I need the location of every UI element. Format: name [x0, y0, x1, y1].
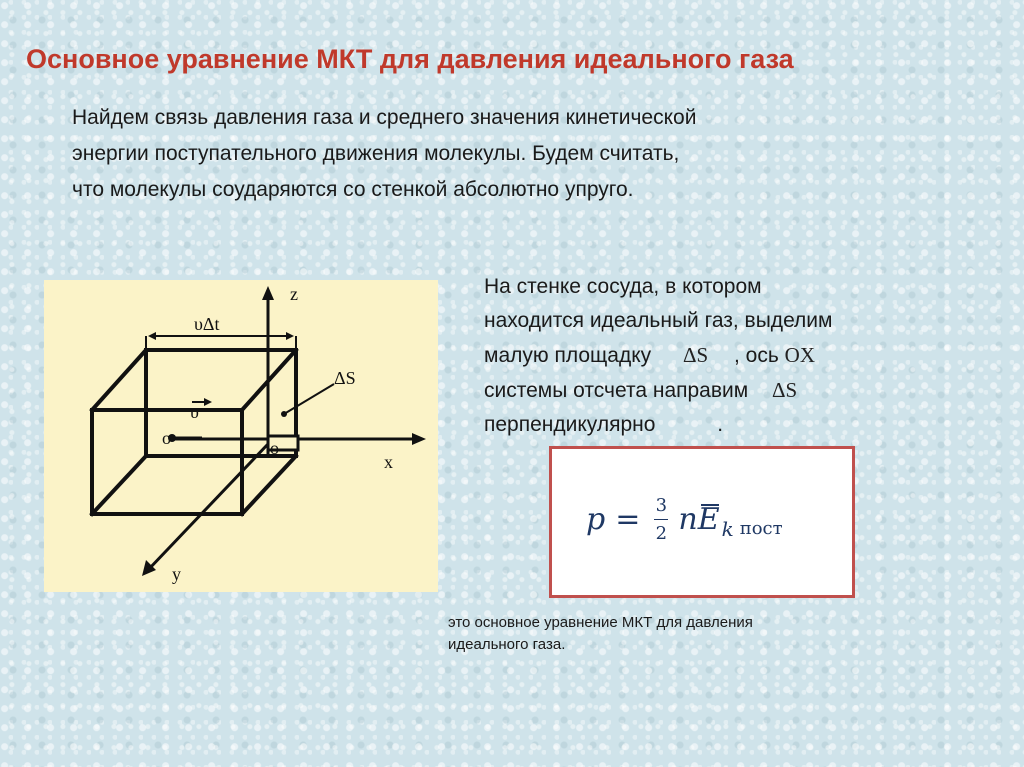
- y-label: y: [172, 564, 181, 584]
- delta-s-symbol: ΔS: [682, 343, 709, 367]
- intro-paragraph: [72, 100, 952, 208]
- side-line: На стенке сосуда, в котором: [484, 275, 762, 298]
- side-line-text: системы отсчета направим: [484, 379, 749, 402]
- pressure-formula: [586, 495, 783, 544]
- side-paragraph: [484, 270, 984, 442]
- velocity-arrow-icon: [204, 398, 212, 406]
- fraction-numerator: 3: [655, 495, 668, 516]
- caption-line: это основное уравнение МКТ для давления: [448, 614, 753, 631]
- side-line-text: малую площадку: [484, 344, 652, 367]
- vdt-label: υΔt: [194, 314, 220, 334]
- formula-caption: [448, 612, 888, 656]
- formula-subscript-post: пост: [739, 518, 783, 539]
- intro-line: что молекулы соударяются со стенкой абсолютно упруго.: [72, 178, 634, 201]
- origin-label: o: [162, 428, 171, 448]
- ds-label: ΔS: [334, 368, 356, 388]
- fraction-denominator: 2: [655, 523, 668, 544]
- velocity-label: υ: [190, 402, 199, 422]
- caption-line: идеального газа.: [448, 636, 566, 653]
- intro-line: энергии поступательного движения молекулы. Будем считать,: [72, 142, 680, 165]
- side-line: [484, 338, 984, 373]
- side-line: [484, 373, 984, 408]
- side-line: [484, 408, 984, 442]
- origin-label-2: o: [270, 438, 279, 458]
- side-line-text: , ось: [734, 344, 779, 367]
- box-diagram: [44, 280, 438, 592]
- ox-symbol: OX: [784, 343, 815, 367]
- box-diagram-svg: [44, 280, 438, 592]
- formula-n: n: [678, 502, 698, 537]
- side-line-text: перпендикулярно: [484, 413, 656, 436]
- z-label: z: [290, 284, 298, 304]
- x-arrow-icon: [412, 433, 426, 445]
- formula-box: [549, 446, 855, 598]
- formula-equals: =: [615, 502, 641, 537]
- delta-s-symbol: ΔS: [772, 378, 798, 402]
- side-line: находится идеальный газ, выделим: [484, 309, 833, 332]
- formula-lhs: p: [586, 502, 606, 537]
- box-front-face: [92, 410, 242, 514]
- formula-energy: E: [697, 502, 720, 537]
- intro-line: Найдем связь давления газа и среднего значения кинетической: [72, 106, 697, 129]
- formula-subscript-k: k: [721, 516, 734, 541]
- x-label: x: [384, 452, 393, 472]
- side-line-period: .: [717, 413, 724, 436]
- formula-fraction: [654, 495, 668, 544]
- slide-title: Основное уравнение МКТ для давления идеального газа: [26, 44, 794, 74]
- z-arrow-icon: [262, 286, 274, 300]
